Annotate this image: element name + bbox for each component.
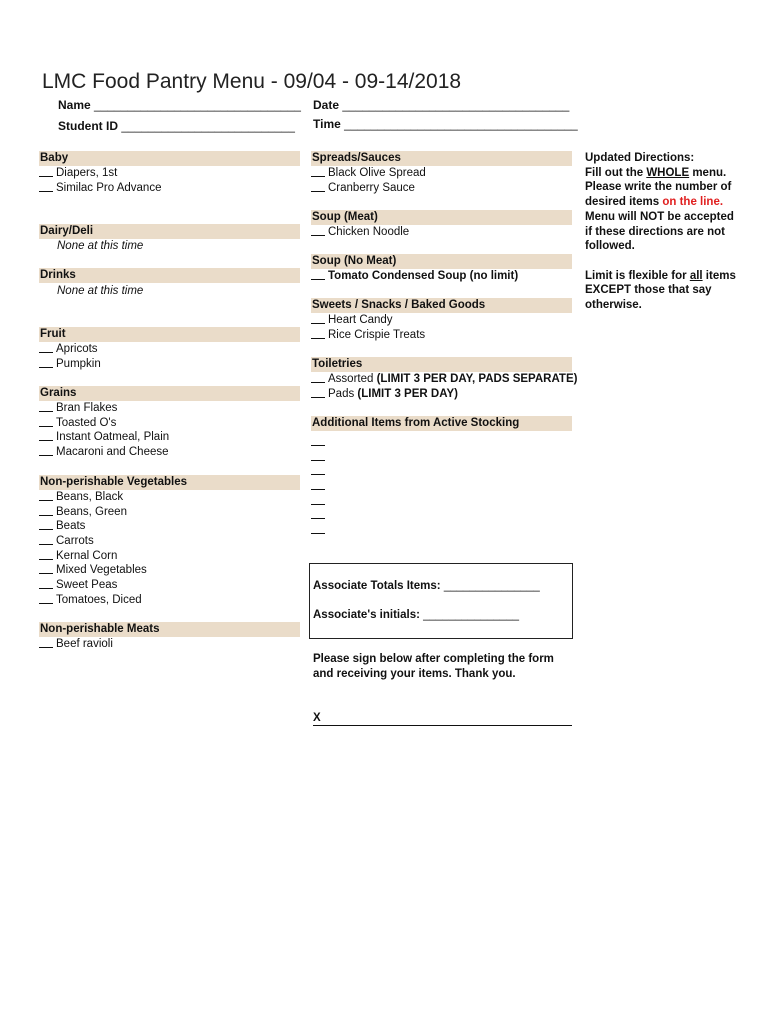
section-header-toiletries: Toiletries <box>311 357 572 372</box>
list-item[interactable]: Carrots <box>39 534 300 549</box>
associate-initials-label: Associate's initials: <box>313 609 420 621</box>
section-header-drinks: Drinks <box>39 268 300 283</box>
section-header-grains: Grains <box>39 386 300 401</box>
section-additional <box>311 416 572 538</box>
section-header-baby: Baby <box>39 151 300 166</box>
name-field[interactable] <box>58 98 301 112</box>
list-item[interactable]: Tomatoes, Diced <box>39 593 300 608</box>
list-item[interactable]: Pumpkin <box>39 357 300 372</box>
quantity-blank[interactable] <box>39 505 53 516</box>
student-id-line: __________________________ <box>121 119 295 133</box>
quantity-blank[interactable] <box>39 578 53 589</box>
quantity-blank[interactable] <box>311 225 325 236</box>
directions-line: Menu will NOT be accepted <box>585 210 734 223</box>
section-header-dairy: Dairy/Deli <box>39 224 300 239</box>
list-item[interactable]: Pads (LIMIT 3 PER DAY) <box>311 387 572 402</box>
section-header-soup-meat: Soup (Meat) <box>311 210 572 225</box>
student-id-label: Student ID <box>58 119 118 133</box>
name-label: Name <box>58 98 91 112</box>
section-meats <box>39 622 300 652</box>
list-item[interactable]: Toasted O's <box>39 416 300 431</box>
directions-line: Limit is flexible for all items <box>585 269 736 282</box>
list-item[interactable]: Beans, Green <box>39 505 300 520</box>
additional-blank-list <box>311 431 572 538</box>
additional-item-blank[interactable] <box>311 523 572 538</box>
list-item[interactable]: Rice Crispie Treats <box>311 328 572 343</box>
directions-block <box>585 151 736 313</box>
additional-item-blank[interactable] <box>311 479 572 494</box>
quantity-blank[interactable] <box>39 534 53 545</box>
quantity-blank[interactable] <box>39 549 53 560</box>
section-header-vegetables: Non-perishable Vegetables <box>39 475 300 490</box>
quantity-blank[interactable] <box>39 593 53 604</box>
list-item[interactable]: Apricots <box>39 342 300 357</box>
quantity-blank[interactable] <box>39 357 53 368</box>
quantity-blank[interactable] <box>311 166 325 177</box>
directions-line: otherwise. <box>585 299 642 312</box>
date-label: Date <box>313 98 340 112</box>
list-item[interactable]: Bran Flakes <box>39 401 300 416</box>
directions-line: Fill out the WHOLE menu. <box>585 166 727 179</box>
quantity-blank[interactable] <box>311 523 325 534</box>
associate-initials-line: _______________ <box>423 609 520 621</box>
date-field[interactable] <box>313 98 569 112</box>
section-toiletries <box>311 357 578 401</box>
list-item[interactable]: Kernal Corn <box>39 549 300 564</box>
list-item[interactable]: Similac Pro Advance <box>39 181 300 196</box>
list-item[interactable]: Instant Oatmeal, Plain <box>39 430 300 445</box>
limit-note: (LIMIT 3 PER DAY, PADS SEPARATE) <box>376 373 578 385</box>
section-header-spreads: Spreads/Sauces <box>311 151 572 166</box>
list-item[interactable]: Beef ravioli <box>39 637 300 652</box>
signature-x: X <box>313 712 321 724</box>
section-soup-meat <box>311 210 572 240</box>
directions-heading: Updated Directions: <box>585 152 695 164</box>
quantity-blank[interactable] <box>311 328 325 339</box>
additional-item-blank[interactable] <box>311 450 572 465</box>
quantity-blank[interactable] <box>311 313 325 324</box>
quantity-blank[interactable] <box>311 464 325 475</box>
quantity-blank[interactable] <box>39 430 53 441</box>
quantity-blank[interactable] <box>39 490 53 501</box>
limit-note: (LIMIT 3 PER DAY) <box>357 387 458 400</box>
quantity-blank[interactable] <box>39 563 53 574</box>
emphasis-text: on the line. <box>662 196 724 209</box>
list-item[interactable]: Macaroni and Cheese <box>39 445 300 460</box>
quantity-blank[interactable] <box>311 508 325 519</box>
time-label: Time <box>313 117 341 131</box>
quantity-blank[interactable] <box>311 181 325 192</box>
quantity-blank[interactable] <box>311 387 325 398</box>
list-item[interactable]: Black Olive Spread <box>311 166 572 181</box>
quantity-blank[interactable] <box>39 342 53 353</box>
page-title: LMC Food Pantry Menu - 09/04 - 09-14/2018 <box>42 70 462 93</box>
quantity-blank[interactable] <box>311 372 325 383</box>
section-spreads <box>311 151 572 195</box>
name-line: _______________________________ <box>94 98 301 112</box>
directions-line: followed. <box>585 240 635 253</box>
directions-line: Please write the number of <box>585 181 732 194</box>
student-id-field[interactable] <box>58 119 295 133</box>
section-sweets <box>311 298 572 342</box>
additional-item-blank[interactable] <box>311 508 572 523</box>
date-line: __________________________________ <box>342 98 570 112</box>
quantity-blank[interactable] <box>39 181 53 192</box>
directions-line: if these directions are not <box>585 225 725 238</box>
quantity-blank[interactable] <box>39 416 53 427</box>
none-note: None at this time <box>57 240 144 252</box>
associate-totals-field[interactable] <box>313 580 540 592</box>
left-column <box>39 151 300 195</box>
list-item[interactable]: Heart Candy <box>311 313 572 328</box>
directions-line: desired items on the line. <box>585 196 724 209</box>
section-drinks <box>39 268 300 299</box>
associate-box <box>309 563 573 639</box>
list-item[interactable]: Assorted (LIMIT 3 PER DAY, PADS SEPARATE) <box>311 372 572 387</box>
associate-initials-field[interactable] <box>313 609 519 621</box>
section-header-additional: Additional Items from Active Stocking <box>311 416 572 431</box>
time-field[interactable] <box>313 117 578 131</box>
quantity-blank[interactable] <box>311 269 325 280</box>
additional-item-blank[interactable] <box>311 435 572 450</box>
section-vegetables <box>39 475 300 608</box>
sign-instructions: Please sign below after completing the form and receiving your items. Thank you. <box>313 653 554 680</box>
list-item[interactable]: Tomato Condensed Soup (no limit) <box>311 269 572 284</box>
section-dairy <box>39 224 300 254</box>
directions-line: EXCEPT those that say <box>585 284 712 297</box>
list-item[interactable]: Mixed Vegetables <box>39 563 300 578</box>
quantity-blank[interactable] <box>311 435 325 446</box>
signature-line[interactable] <box>313 711 572 726</box>
quantity-blank[interactable] <box>39 401 53 412</box>
quantity-blank[interactable] <box>311 494 325 505</box>
quantity-blank[interactable] <box>39 166 53 177</box>
additional-item-blank[interactable] <box>311 494 572 509</box>
quantity-blank[interactable] <box>39 519 53 530</box>
list-item[interactable]: Beats <box>39 519 300 534</box>
associate-totals-line: _______________ <box>443 580 540 592</box>
section-soup-no-meat <box>311 254 572 284</box>
quantity-blank[interactable] <box>311 479 325 490</box>
list-item[interactable]: Beans, Black <box>39 490 300 505</box>
quantity-blank[interactable] <box>311 450 325 461</box>
section-grains <box>39 386 300 460</box>
associate-totals-label: Associate Totals Items: <box>313 580 441 592</box>
time-line: ___________________________________ <box>344 117 578 131</box>
quantity-blank[interactable] <box>39 445 53 456</box>
section-header-meats: Non-perishable Meats <box>39 622 300 637</box>
section-header-sweets: Sweets / Snacks / Baked Goods <box>311 298 572 313</box>
section-header-fruit: Fruit <box>39 327 300 342</box>
list-item[interactable]: Diapers, 1st <box>39 166 300 181</box>
list-item[interactable]: Chicken Noodle <box>311 225 572 240</box>
section-fruit <box>39 327 300 371</box>
quantity-blank[interactable] <box>39 637 53 648</box>
list-item[interactable]: Sweet Peas <box>39 578 300 593</box>
list-item[interactable]: Cranberry Sauce <box>311 181 572 196</box>
section-header-soup-no-meat: Soup (No Meat) <box>311 254 572 269</box>
additional-item-blank[interactable] <box>311 464 572 479</box>
none-note: None at this time <box>57 285 144 297</box>
